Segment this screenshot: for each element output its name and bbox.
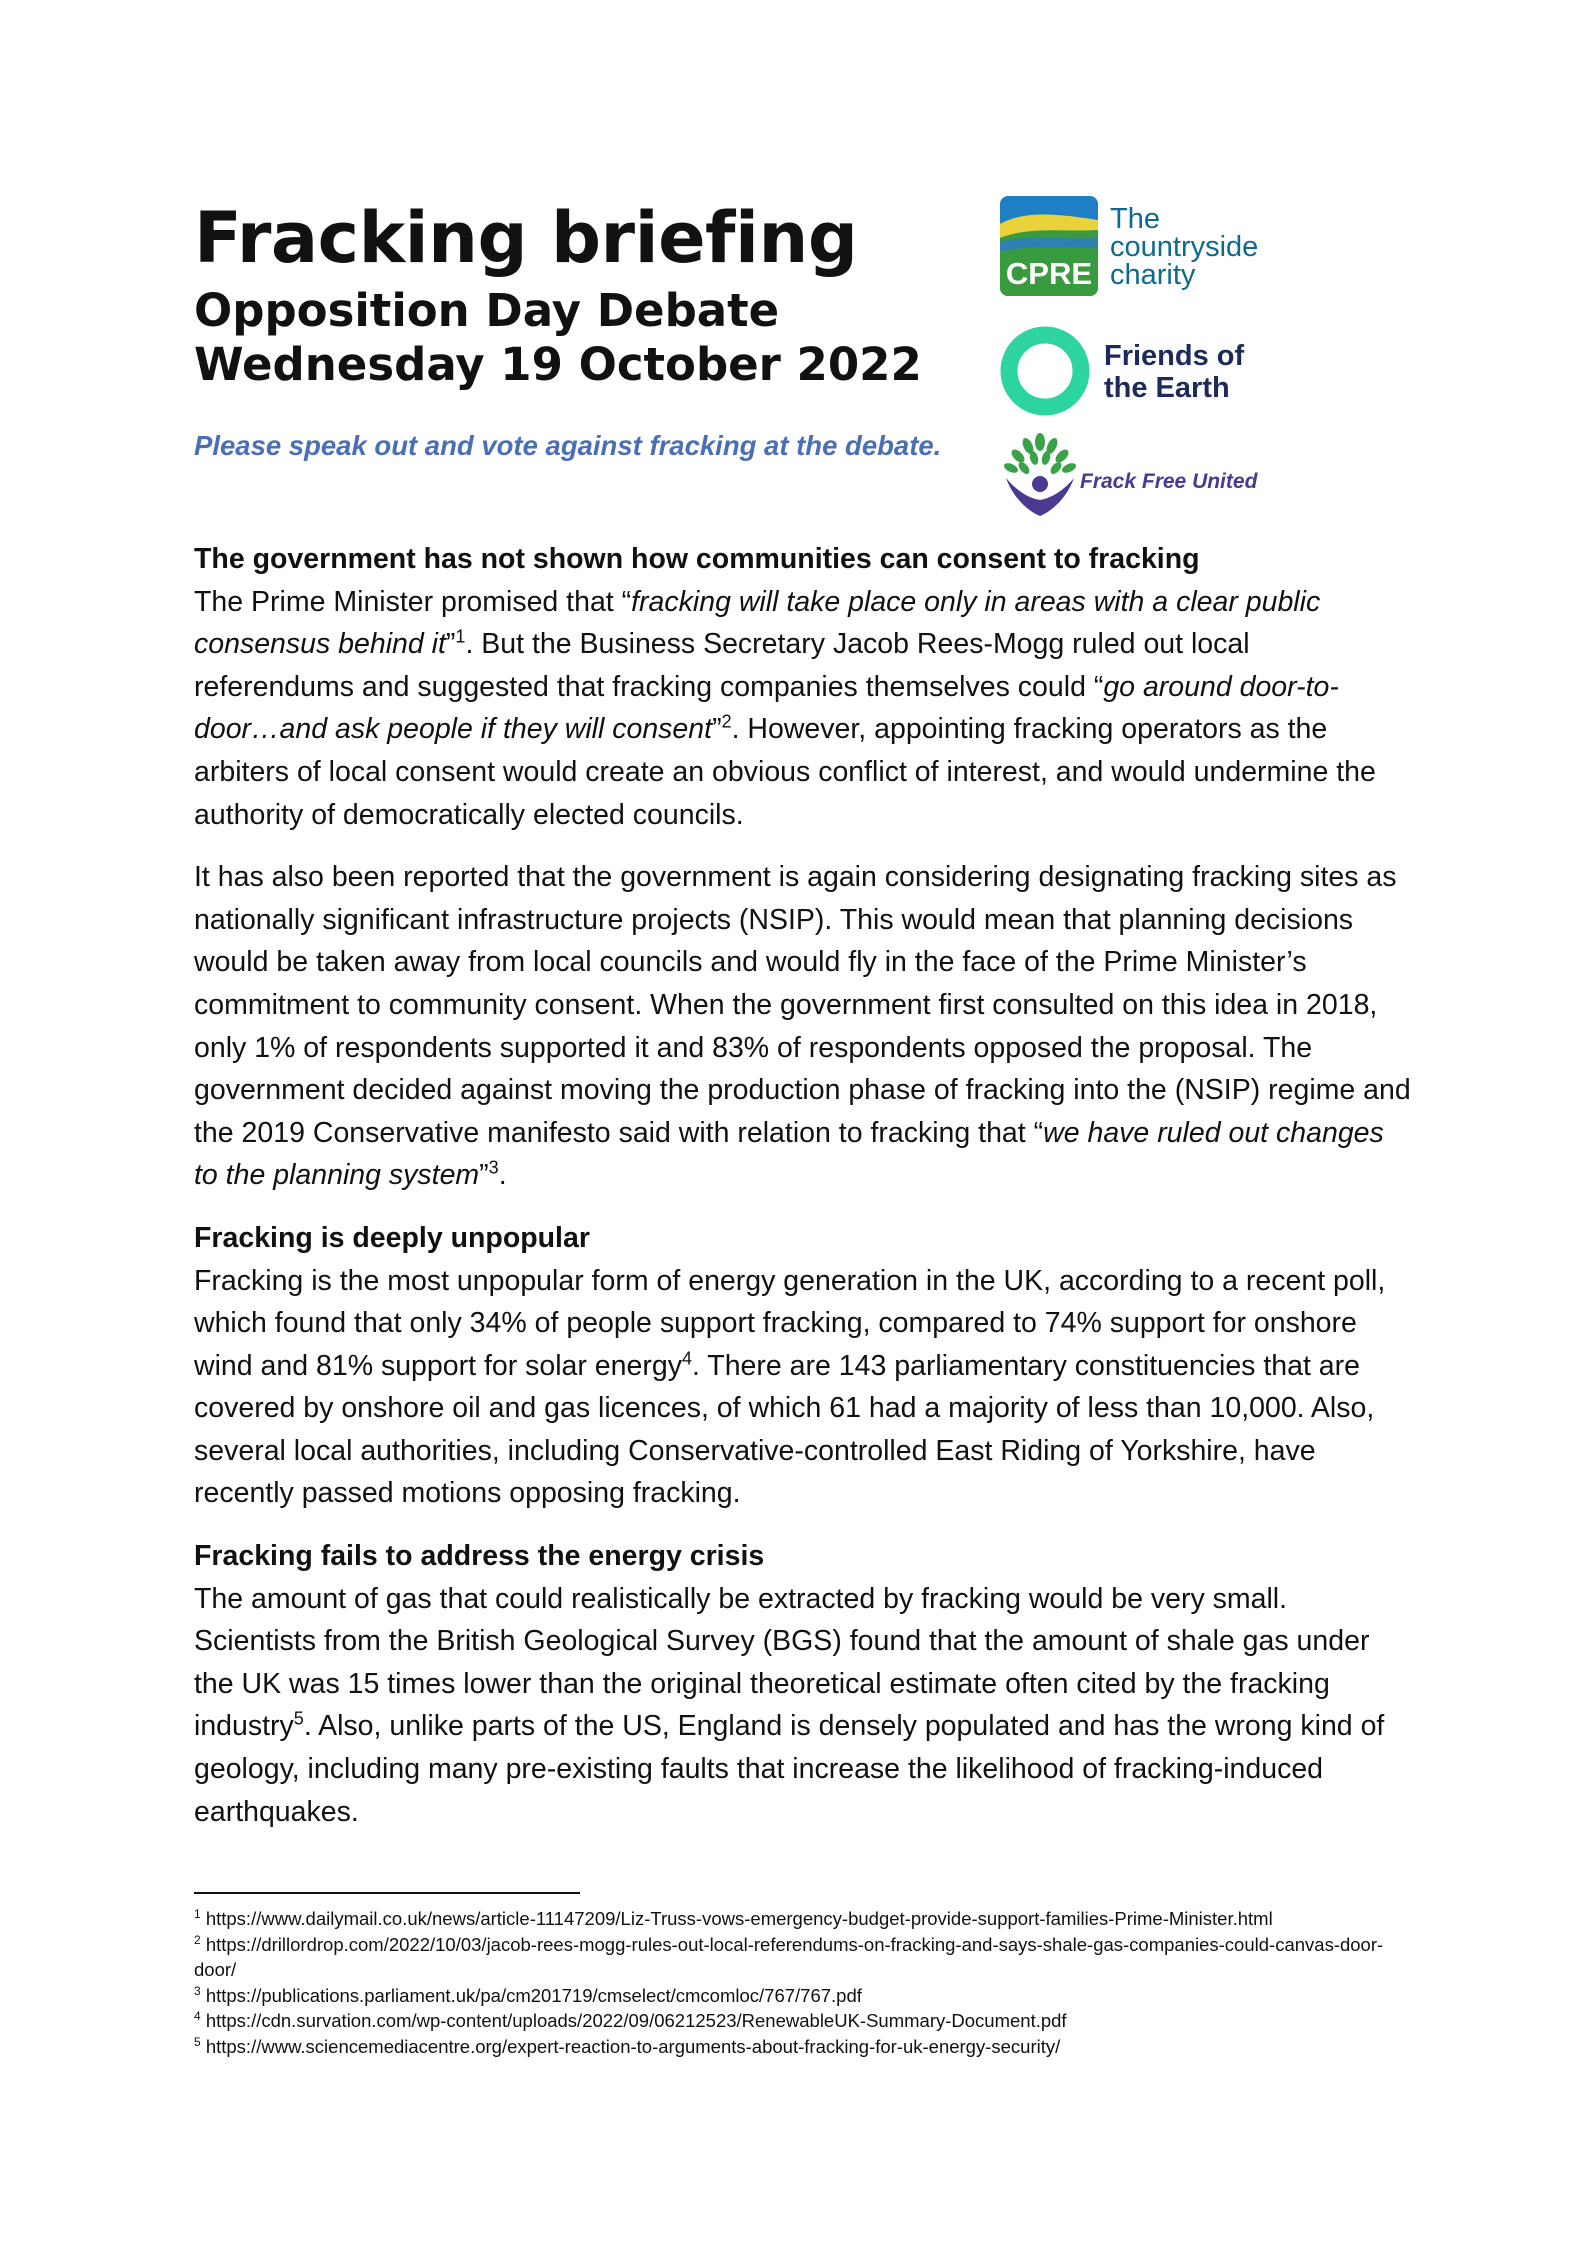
text-run: . bbox=[498, 1159, 507, 1192]
footnote-item bbox=[194, 1983, 1394, 2009]
footnote-ref[interactable]: 4 bbox=[681, 1348, 692, 1369]
footnote-link[interactable]: https://publications.parliament.uk/pa/cm201719/cmselect/cmcomloc/767/767.pdf bbox=[200, 1984, 862, 2006]
footnotes bbox=[194, 1906, 1394, 2059]
footnote-ref[interactable]: 5 bbox=[293, 1708, 304, 1729]
cpre-tagline-line1: The bbox=[1110, 203, 1160, 235]
footnote-link[interactable]: https://drillordrop.com/2022/10/03/jacob-rees-mogg-rules-out-local-referendums-on-fracking-and-says-shale-gas-companies-could-canvas-door-door/ bbox=[194, 1933, 1384, 1980]
section-energy-crisis bbox=[194, 1535, 1414, 1833]
cpre-logo bbox=[1000, 196, 1280, 300]
footnote-item bbox=[194, 2008, 1394, 2034]
cpre-tagline-line2: countryside bbox=[1110, 231, 1259, 263]
text-run: . Also, unlike parts of the US, England is densely populated and has the wrong kind of geology, including many pre-existing faults that increase the likelihood of fracking-induced earthquakes. bbox=[194, 1710, 1385, 1828]
paragraph bbox=[194, 1260, 1414, 1516]
section-heading: Fracking fails to address the energy crisis bbox=[194, 1540, 765, 1573]
footnote-number: 4 bbox=[194, 2008, 201, 2023]
section-heading: The government has not shown how communities can consent to fracking bbox=[194, 543, 1200, 575]
paragraph bbox=[194, 581, 1414, 837]
footnote-item bbox=[194, 1932, 1394, 1983]
section-heading: Fracking is deeply unpopular bbox=[194, 1221, 590, 1254]
document-subtitle-event: Opposition Day Debate bbox=[194, 284, 780, 337]
footnote-item bbox=[194, 2034, 1394, 2060]
text-run: . There are 143 parliamentary constituencies that are covered by onshore oil and gas licences, of which 61 had a majority of less than 10,000. Also, several local authorities, including Conservative-controlled East Riding of Yorkshire, have recently passed motions opposing fracking. bbox=[194, 1349, 1375, 1510]
friends-of-the-earth-logo bbox=[1000, 325, 1270, 417]
foe-name-line2: the Earth bbox=[1104, 372, 1230, 404]
text-run: ” bbox=[445, 628, 456, 661]
section-community-consent bbox=[194, 538, 1414, 1197]
text-run: It has also been reported that the government is again considering designating fracking sites as nationally significant infrastructure projects (NSIP). This would mean that planning decisions would be taken away from local councils and would fly in the face of the Prime Minister’s commitment to community consent. When the government first consulted on this idea in 2018, only 1% of respondents supported it and 83% of respondents opposed the proposal. The government decided against moving the production phase of fracking into the (NSIP) regime and the 2019 Conservative manifesto said with relation to fracking that “ bbox=[194, 861, 1411, 1149]
footnote-ref[interactable]: 3 bbox=[488, 1157, 499, 1178]
text-run: The amount of gas that could realistically be extracted by fracking would be very small. Scientists from the British Geological Survey (BGS) found that the amount of shale gas under the UK was 15 times lower than the original theoretical estimate often cited by the fracking industry bbox=[194, 1582, 1370, 1743]
text-run: ” bbox=[479, 1159, 489, 1192]
footnote-link[interactable]: https://cdn.survation.com/wp-content/uploads/2022/09/06212523/RenewableUK-Summary-Document.pdf bbox=[200, 2010, 1067, 2031]
paragraph bbox=[194, 1578, 1414, 1834]
document-title: Fracking briefing bbox=[194, 197, 858, 279]
document-subtitle-date: Wednesday 19 October 2022 bbox=[194, 338, 922, 391]
footnote-item bbox=[194, 1906, 1394, 1932]
cpre-tagline-line3: charity bbox=[1110, 259, 1196, 291]
ffu-name: Frack Free United bbox=[1080, 470, 1258, 493]
footnote-number: 3 bbox=[194, 1983, 201, 1998]
quote: fracking will take place only in areas with a clear public consensus behind it bbox=[194, 585, 1321, 661]
quote: go around door-to-door…and ask people if they will consent bbox=[194, 670, 1339, 746]
cpre-badge-text: CPRE bbox=[1005, 256, 1093, 291]
frack-free-united-logo bbox=[1000, 428, 1270, 518]
text-run: . However, appointing fracking operators as the arbiters of local consent would create an obvious conflict of interest, and would undermine the authority of democratically elected councils. bbox=[194, 713, 1376, 831]
footnote-ref[interactable]: 1 bbox=[455, 626, 466, 647]
footnote-number: 2 bbox=[194, 1932, 201, 1947]
quote: we have ruled out changes to the planning system bbox=[194, 1116, 1384, 1192]
footnote-number: 1 bbox=[194, 1906, 201, 1921]
footnote-link[interactable]: https://www.sciencemediacentre.org/expert-reaction-to-arguments-about-fracking-for-uk-energy-security/ bbox=[200, 2035, 1061, 2057]
text-run: The Prime Minister promised that “ bbox=[194, 585, 632, 618]
briefing-body bbox=[194, 538, 1414, 1853]
footnote-link[interactable]: https://www.dailymail.co.uk/news/article-11147209/Liz-Truss-vows-emergency-budget-provide-support-families-Prime-Minister.html bbox=[200, 1908, 1273, 1929]
text-run: . But the Business Secretary Jacob Rees-Mogg ruled out local referendums and suggested that fracking companies themselves could “ bbox=[194, 628, 1250, 703]
footnote-ref[interactable]: 2 bbox=[721, 711, 732, 732]
text-run: ” bbox=[712, 713, 722, 746]
footnote-divider bbox=[194, 1892, 580, 1894]
call-to-action: Please speak out and vote against fracking at the debate. bbox=[194, 430, 942, 461]
footnote-number: 5 bbox=[194, 2034, 201, 2049]
paragraph bbox=[194, 856, 1414, 1197]
text-run: Fracking is the most unpopular form of energy generation in the UK, according to a recent poll, which found that only 34% of people support fracking, compared to 74% support for onshore wind and 81% support for solar energy bbox=[194, 1264, 1386, 1382]
foe-name-line1: Friends of bbox=[1104, 340, 1245, 372]
section-unpopular bbox=[194, 1217, 1414, 1515]
